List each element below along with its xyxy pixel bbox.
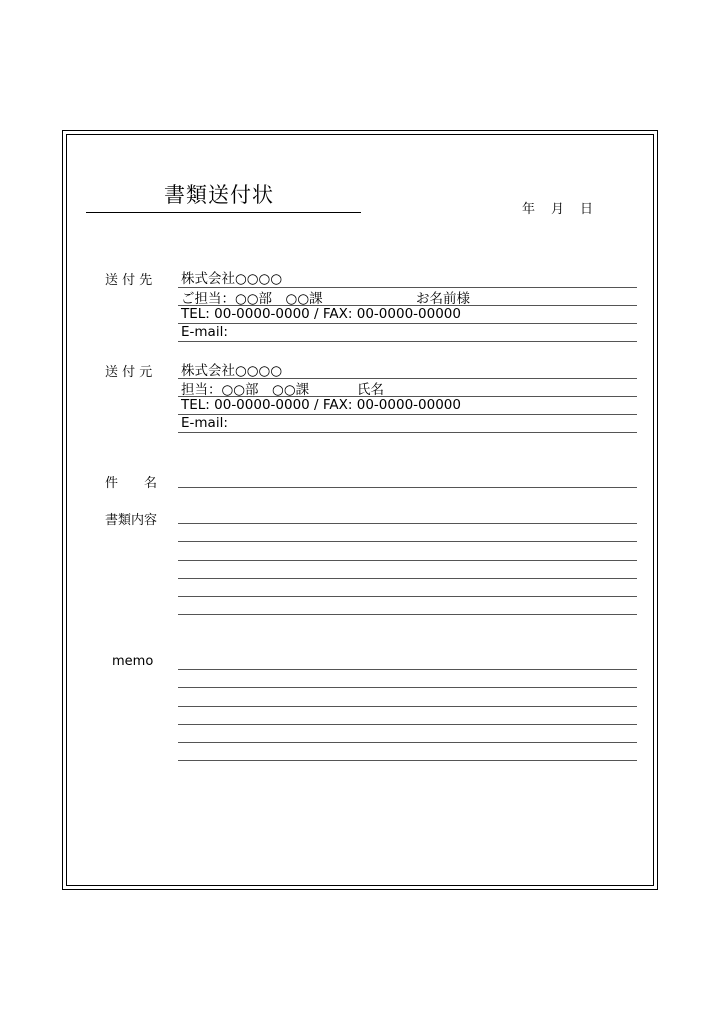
memo-line — [178, 687, 637, 688]
date-year: 年 — [522, 202, 536, 217]
memo-line — [178, 760, 637, 761]
title-underline — [86, 212, 361, 213]
date-month: 月 — [551, 202, 565, 217]
contents-line — [178, 523, 637, 524]
document-title: 書類送付状 — [164, 183, 274, 207]
recipient-email-line — [178, 341, 637, 342]
subject-label: 件 名 — [105, 476, 158, 491]
contents-line — [178, 541, 637, 542]
memo-label: memo — [112, 654, 154, 669]
memo-line — [178, 742, 637, 743]
contents-line — [178, 596, 637, 597]
memo-line — [178, 669, 637, 670]
contents-line — [178, 614, 637, 615]
contents-label: 書類内容 — [105, 513, 158, 528]
recipient-tel-fax: TEL: 00-0000-0000 / FAX: 00-0000-00000 — [181, 306, 461, 322]
recipient-label: 送 付 先 — [105, 273, 153, 288]
sender-company: 株式会社○○○○ — [181, 363, 283, 379]
date-day: 日 — [580, 202, 594, 217]
memo-line — [178, 724, 637, 725]
recipient-email: E-mail: — [181, 324, 228, 340]
memo-line — [178, 706, 637, 707]
sender-email: E-mail: — [181, 415, 228, 431]
recipient-company: 株式会社○○○○ — [181, 271, 283, 287]
recipient-contact: ご担当：○○部 ○○課 — [181, 291, 323, 307]
contents-line — [178, 560, 637, 561]
sender-contact: 担当：○○部 ○○課 — [181, 382, 310, 398]
sender-name: 氏名 — [357, 382, 384, 398]
recipient-name: お名前様 — [416, 291, 470, 307]
sender-tel-line — [178, 414, 637, 415]
sender-email-line — [178, 432, 637, 433]
sender-label: 送 付 元 — [105, 365, 153, 380]
contents-line — [178, 578, 637, 579]
subject-line — [178, 487, 637, 488]
sender-tel-fax: TEL: 00-0000-0000 / FAX: 00-0000-00000 — [181, 397, 461, 413]
recipient-tel-line — [178, 323, 637, 324]
